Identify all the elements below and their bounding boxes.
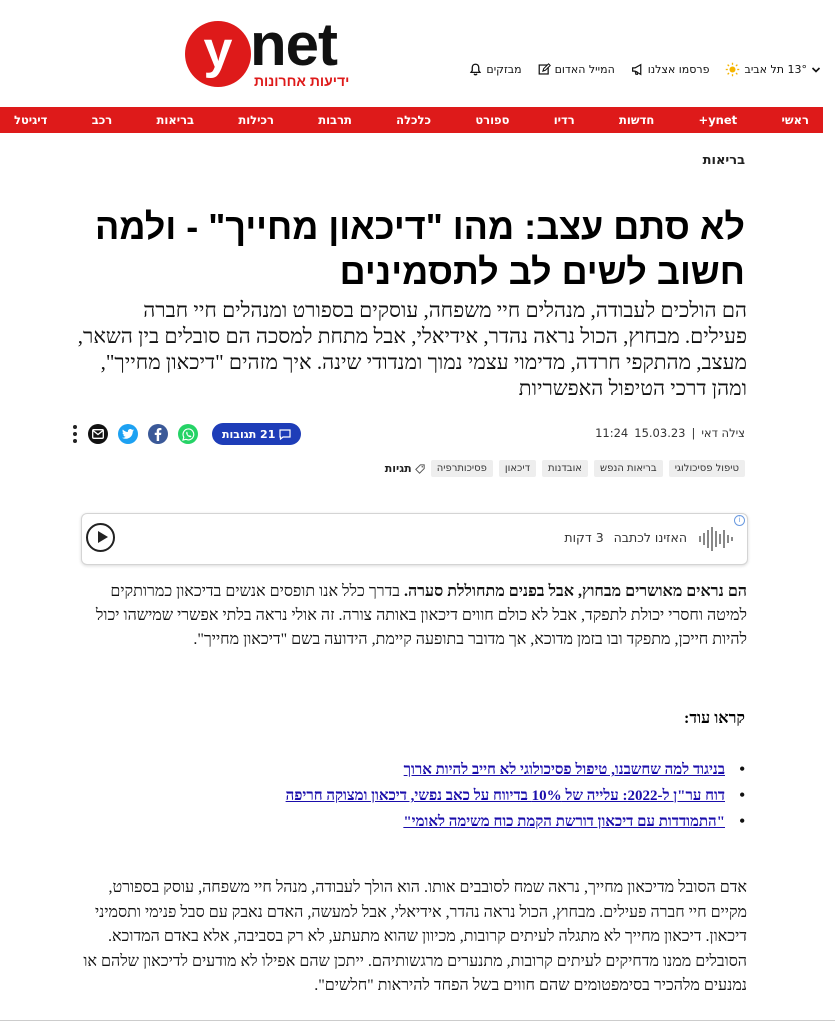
divider: [0, 1020, 835, 1021]
audio-duration: 3 דקות: [564, 530, 604, 545]
list-item: [145, 783, 745, 809]
article-title: לא סתם עצב: מהו "דיכאון מחייך" - ולמה חשוב לשים לב לתסמינים: [95, 206, 745, 292]
email-icon: [92, 429, 104, 439]
facebook-icon: [154, 428, 162, 441]
whatsapp-icon: [182, 428, 195, 441]
read-more-list: [145, 757, 745, 835]
nav-item-news[interactable]: חדשות: [619, 113, 655, 127]
tags-label-text: תגיות: [384, 462, 412, 475]
tag-item[interactable]: טיפול פסיכולוגי: [669, 460, 745, 477]
nav-item-ynet-plus[interactable]: ynet+: [698, 113, 738, 127]
article-paragraph: אדם הסובל מדיכאון מחייך, נראה שמח לסובבים אותו. הוא הולך לעבודה, מנהל חיי משפחה, עוסק בספורט, מקיים חיי חברה פעילים. מבחוץ, הכול נראה נהדר, אידיאלי, אבל למעשה, האדם נאבק עם סבל פנימי ותסמיני דיכאון. דיכאון מחייך לא מתגלה לעיתים קרובות, מכיוון שהוא מתעתע, לא רק בסביבה, אלא באדם המדוכא. הסובלים ממנו מדחיקים לעיתים קרובות, מתנערים מרגשותיהם. ייתכן שהם אפילו לא מודעים לדיכאון שלהם או נמנעים מלהכיר בסימפטומים שהם חווים בשל הפחד להיראות "חלשים".: [83, 879, 747, 994]
nav-item-home[interactable]: ראשי: [781, 113, 809, 127]
email-share-button[interactable]: [88, 424, 108, 444]
red-mail-label: המייל האדום: [554, 63, 615, 76]
lead-bold-text: הם נראים מאושרים מבחוץ, אבל בפנים מתחוללת סערה.: [403, 583, 747, 600]
twitter-icon: [122, 429, 134, 439]
audio-info: [564, 530, 687, 545]
nav-item-culture[interactable]: תרבות: [318, 113, 352, 127]
comments-count: 21 תגובות: [222, 427, 276, 441]
red-mail-link[interactable]: [538, 63, 615, 76]
bell-icon: [469, 63, 482, 76]
soundwave-icon: [699, 527, 733, 551]
utility-bar: [469, 62, 821, 77]
tag-icon: [415, 464, 425, 474]
article-category[interactable]: בריאות: [702, 153, 745, 168]
tag-item[interactable]: דיכאון: [499, 460, 536, 477]
play-icon[interactable]: [86, 523, 115, 552]
publish-time: 11:24: [595, 426, 629, 440]
list-item: [145, 757, 745, 783]
megaphone-icon: [631, 63, 644, 76]
main-nav: [0, 107, 823, 133]
more-options-icon[interactable]: [72, 424, 78, 444]
related-article-link[interactable]: דוח ער"ן ל-2022: עלייה של 10% בדיווח על כאב נפשי, דיכאון ומצוקה חריפה: [285, 788, 725, 804]
tag-item[interactable]: אובדנות: [542, 460, 588, 477]
tags-bar: [385, 460, 745, 477]
article-paragraph: [75, 580, 747, 652]
whatsapp-share-button[interactable]: [178, 424, 198, 444]
share-bar: [72, 423, 301, 445]
ad-info-icon[interactable]: i: [734, 515, 745, 526]
chevron-down-icon: [811, 65, 821, 75]
advertise-link[interactable]: [631, 63, 710, 76]
related-article-link[interactable]: בניגוד למה שחשבנו, טיפול פסיכולוגי לא חייב להיות ארוך: [403, 762, 725, 778]
nav-item-radio[interactable]: רדיו: [553, 113, 575, 127]
audio-label: האזינו לכתבה: [613, 530, 687, 545]
publish-date: 15.03.23: [634, 426, 686, 440]
edit-icon: [538, 63, 551, 76]
article-subtitle: הם הולכים לעבודה, מנהלים חיי משפחה, עוסקים בספורט ומנהלים חיי חברה פעילים. מבחוץ, הכול נראה נהדר, אידיאלי, אבל מתחת למסכה הם סובלים בין השאר, מעצב, מהתקפי חרדה, מדימוי עצמי נמוך ומנדודי שינה. איך מזהים "דיכאון מחייך", ומהן דרכי הטיפול האפשריות: [77, 298, 747, 400]
ynet-logo-subtitle: ידיעות אחרונות: [254, 73, 350, 89]
advertise-label: פרסמו אצלנו: [647, 63, 710, 76]
nav-item-sport[interactable]: ספורט: [475, 113, 510, 127]
related-article-link[interactable]: "התמודדות עם דיכאון דורשת הקמת כוח משימה לאומי": [403, 814, 725, 830]
twitter-share-button[interactable]: [118, 424, 138, 444]
weather-dropdown[interactable]: [725, 62, 821, 77]
nav-item-health[interactable]: בריאות: [156, 113, 195, 127]
byline-separator: |: [691, 426, 696, 440]
flash-news-label: מבזקים: [486, 63, 522, 76]
tag-item[interactable]: בריאות הנפש: [594, 460, 663, 477]
nav-item-digital[interactable]: דיגיטל: [14, 113, 48, 127]
author-name[interactable]: צילה דאי: [701, 426, 745, 440]
nav-item-economy[interactable]: כלכלה: [396, 113, 432, 127]
facebook-share-button[interactable]: [148, 424, 168, 444]
tag-item[interactable]: פסיכותרפיה: [431, 460, 493, 477]
read-more-heading: קראו עוד:: [684, 710, 745, 727]
sun-icon: [725, 62, 740, 77]
weather-label: 13° תל אביב: [744, 63, 807, 76]
nav-item-cars[interactable]: רכב: [91, 113, 113, 127]
comment-icon: [279, 429, 291, 440]
ynet-logo-y[interactable]: y: [185, 21, 251, 87]
nav-item-gossip[interactable]: רכילות: [238, 113, 274, 127]
tags-label: [385, 462, 425, 475]
lead-text: בדרך כלל אנו תופסים אנשים בדיכאון כמרותקים למיטה וחסרי יכולת לתפקד, אבל לא כולם חווים דיכאון באותה צורה. זה אולי נראה בלתי אפשרי שמישהו יכול להיות חייכן, מתפקד ובו בזמן מדוכא, אך מדובר בתופעה קיימת, הידועה בשם "דיכאון מחייך".: [95, 583, 747, 648]
flash-news-link[interactable]: [469, 63, 521, 76]
ynet-logo-net[interactable]: net: [250, 11, 337, 78]
list-item: [145, 809, 745, 835]
byline: [595, 426, 745, 440]
audio-player: [81, 513, 748, 565]
comments-button[interactable]: [212, 423, 301, 445]
